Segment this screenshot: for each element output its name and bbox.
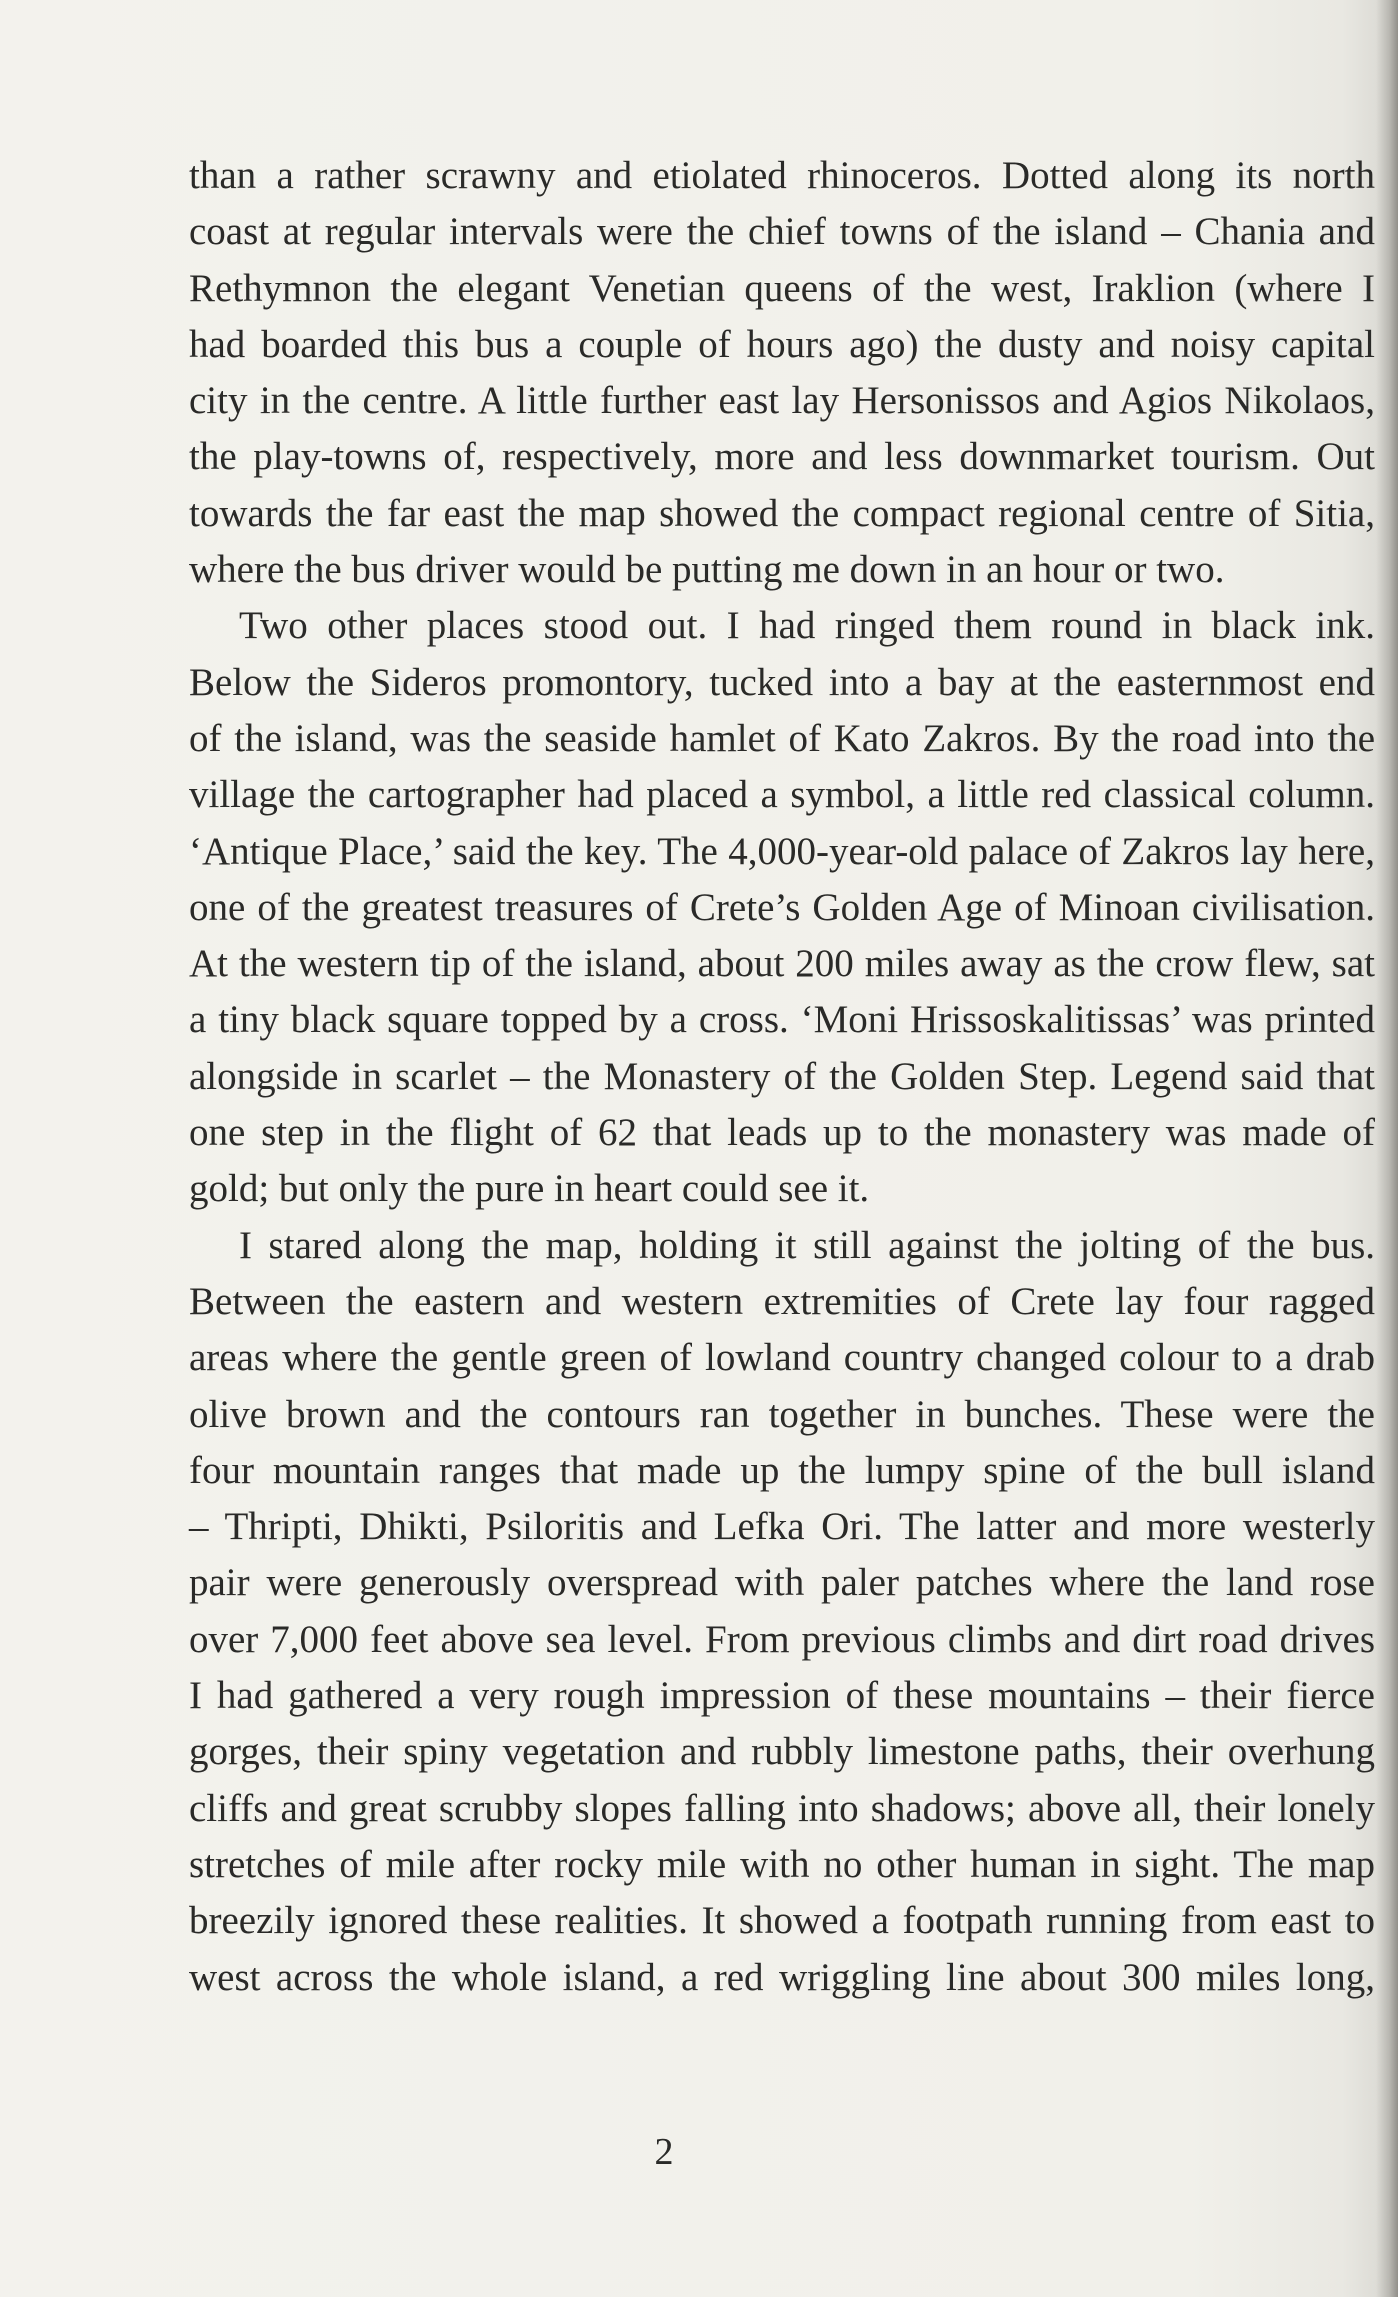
text-line: I stared along the map, holding it still against the jolting of the bus.: [239, 1223, 1375, 1267]
text-line: gorges, their spiny vegetation and rubbly limestone paths, their overhung: [189, 1730, 1375, 1774]
text-line: At the western tip of the island, about 200 miles away as the crow flew, sat: [189, 942, 1375, 986]
text-line: Below the Sideros promontory, tucked into a bay at the easternmost end: [189, 660, 1375, 704]
text-line: where the bus driver would be putting me down in an hour or two.: [189, 548, 1225, 592]
text-line: pair were generously overspread with paler patches where the land rose: [189, 1561, 1375, 1605]
text-line: village the cartographer had placed a symbol, a little red classical column.: [189, 773, 1375, 817]
text-line: over 7,000 feet above sea level. From previous climbs and dirt road drives: [189, 1617, 1375, 1661]
text-line: west across the whole island, a red wriggling line about 300 miles long,: [189, 1955, 1375, 1999]
page-number: [0, 2130, 1398, 2174]
paragraph: [189, 148, 1375, 598]
text-line: one step in the flight of 62 that leads up to the monastery was made of: [189, 1111, 1375, 1155]
text-line: areas where the gentle green of lowland country changed colour to a drab: [189, 1336, 1375, 1380]
text-line: the play-towns of, respectively, more and less downmarket tourism. Out: [189, 435, 1375, 479]
text-line: of the island, was the seaside hamlet of Kato Zakros. By the road into the: [189, 716, 1375, 760]
text-line: Rethymnon the elegant Venetian queens of the west, Iraklion (where I: [189, 266, 1375, 310]
text-line: gold; but only the pure in heart could see it.: [189, 1167, 870, 1211]
text-line: breezily ignored these realities. It showed a footpath running from east to: [189, 1899, 1375, 1943]
paragraph: [189, 1218, 1375, 2006]
text-line: – Thripti, Dhikti, Psiloritis and Lefka Ori. The latter and more westerly: [189, 1505, 1375, 1549]
text-line: towards the far east the map showed the compact regional centre of Sitia,: [189, 491, 1375, 535]
text-line: cliffs and great scrubby slopes falling into shadows; above all, their lonely: [189, 1786, 1375, 1830]
text-line: Two other places stood out. I had ringed them round in black ink.: [239, 604, 1375, 648]
page-number-label: 2: [654, 2131, 674, 2173]
text-line: stretches of mile after rocky mile with no other human in sight. The map: [189, 1842, 1375, 1886]
text-line: olive brown and the contours ran together in bunches. These were the: [189, 1392, 1375, 1436]
page-edge-shadow: [1376, 0, 1398, 2297]
text-line: city in the centre. A little further east lay Hersonissos and Agios Nikolaos,: [189, 379, 1375, 423]
text-line: one of the greatest treasures of Crete’s Golden Age of Minoan civilisation.: [189, 885, 1375, 929]
text-line: than a rather scrawny and etiolated rhinoceros. Dotted along its north: [189, 154, 1375, 197]
text-line: four mountain ranges that made up the lumpy spine of the bull island: [189, 1448, 1375, 1492]
text-line: alongside in scarlet – the Monastery of the Golden Step. Legend said that: [189, 1054, 1375, 1098]
text-line: a tiny black square topped by a cross. ‘Moni Hrissoskalitissas’ was printed: [189, 998, 1375, 1042]
text-line: I had gathered a very rough impression of these mountains – their fierce: [189, 1674, 1375, 1718]
body-text: [189, 148, 1375, 2006]
paragraph: [189, 598, 1375, 1217]
text-line: ‘Antique Place,’ said the key. The 4,000-year-old palace of Zakros lay here,: [189, 829, 1375, 873]
text-line: had boarded this bus a couple of hours ago) the dusty and noisy capital: [189, 322, 1375, 366]
text-line: coast at regular intervals were the chief towns of the island – Chania and: [189, 210, 1375, 254]
text-line: Between the eastern and western extremities of Crete lay four ragged: [189, 1279, 1375, 1323]
